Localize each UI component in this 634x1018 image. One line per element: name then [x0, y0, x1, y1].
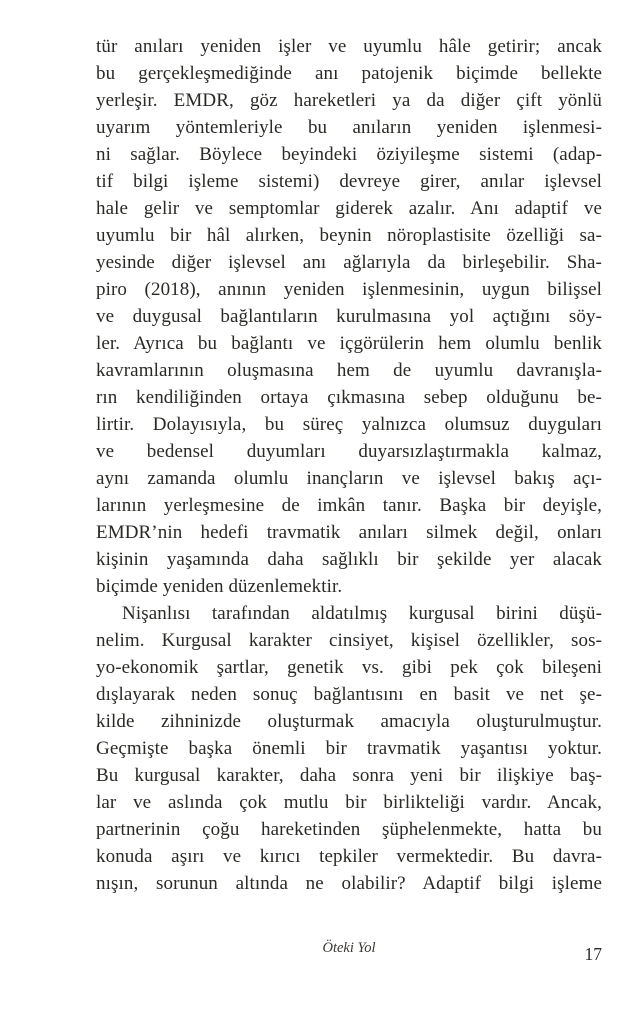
text-line: ve bedensel duyumları duyarsızlaştırmakla kalmaz, [96, 441, 602, 462]
text-line: uyarım yöntemleriyle bu anıların yeniden işlenmesi- [96, 117, 602, 138]
text-line: tür anıları yeniden işler ve uyumlu hâle getirir; ancak [96, 36, 602, 57]
text-line: kişinin yaşamında daha sağlıklı bir şekilde yer alacak [96, 549, 602, 570]
running-title: Öteki Yol [322, 940, 376, 956]
text-line: Nişanlısı tarafından aldatılmış kurgusal birini düşü- [122, 603, 602, 624]
text-line: piro (2018), anının yeniden işlenmesinin, uygun bilişsel [96, 279, 602, 300]
text-line: ni sağlar. Böylece beyindeki öziyileşme sistemi (adap- [96, 144, 602, 165]
text-line: aynı zamanda olumlu inançların ve işlevsel bakış açı- [96, 468, 602, 489]
text-line: partnerinin çoğu hareketinden şüphelenmekte, hatta bu [96, 819, 602, 840]
text-line: biçimde yeniden düzenlemektir. [96, 576, 343, 597]
text-line: rın kendiliğinden ortaya çıkmasına sebep olduğunu be- [96, 387, 602, 408]
text-line: lar ve aslında çok mutlu bir birlikteliği vardır. Ancak, [96, 792, 602, 813]
text-line: konuda aşırı ve kırıcı tepkiler vermektedir. Bu davra- [96, 846, 602, 867]
text-line: kilde zihninizde oluşturmak amacıyla oluşturulmuştur. [96, 711, 602, 732]
text-line: nelim. Kurgusal karakter cinsiyet, kişisel özellikler, sos- [96, 630, 602, 651]
page-footer [96, 938, 602, 968]
text-line: Bu kurgusal karakter, daha sonra yeni bir ilişkiye baş- [96, 765, 602, 786]
text-line: kavramlarının oluşmasına hem de uyumlu davranışla- [96, 360, 602, 381]
text-line: yesinde diğer işlevsel anı ağlarıyla da birleşebilir. Sha- [96, 252, 602, 273]
text-line: yo-ekonomik şartlar, genetik vs. gibi pek çok bileşeni [96, 657, 602, 678]
text-line: yerleşir. EMDR, göz hareketleri ya da diğer çift yönlü [96, 90, 602, 111]
text-line: nışın, sorunun altında ne olabilir? Adaptif bilgi işleme [96, 873, 602, 894]
text-line: ler. Ayrıca bu bağlantı ve içgörülerin hem olumlu benlik [96, 333, 602, 354]
text-line: larının yerleşmesine de imkân tanır. Başka bir deyişle, [96, 495, 602, 516]
text-block [96, 33, 602, 897]
text-line: EMDR’nin hedefi travmatik anıları silmek değil, onları [96, 522, 602, 543]
page-number: 17 [584, 944, 602, 964]
text-line: bu gerçekleşmediğinde anı patojenik biçimde bellekte [96, 63, 602, 84]
text-line: hale gelir ve semptomlar giderek azalır. Anı adaptif ve [96, 198, 602, 219]
text-line: dışlayarak neden sonuç bağlantısını en basit ve net şe- [96, 684, 602, 705]
text-line: lirtir. Dolayısıyla, bu süreç yalnızca olumsuz duyguları [96, 414, 602, 435]
text-line: uyumlu bir hâl alırken, beynin nöroplastisite özelliği sa- [96, 225, 602, 246]
text-line: Geçmişte başka önemli bir travmatik yaşantısı yoktur. [96, 738, 602, 759]
text-line: ve duygusal bağlantıların kurulmasına yol açtığını söy- [96, 306, 602, 327]
text-line: tif bilgi işleme sistemi) devreye girer, anılar işlevsel [96, 171, 602, 192]
